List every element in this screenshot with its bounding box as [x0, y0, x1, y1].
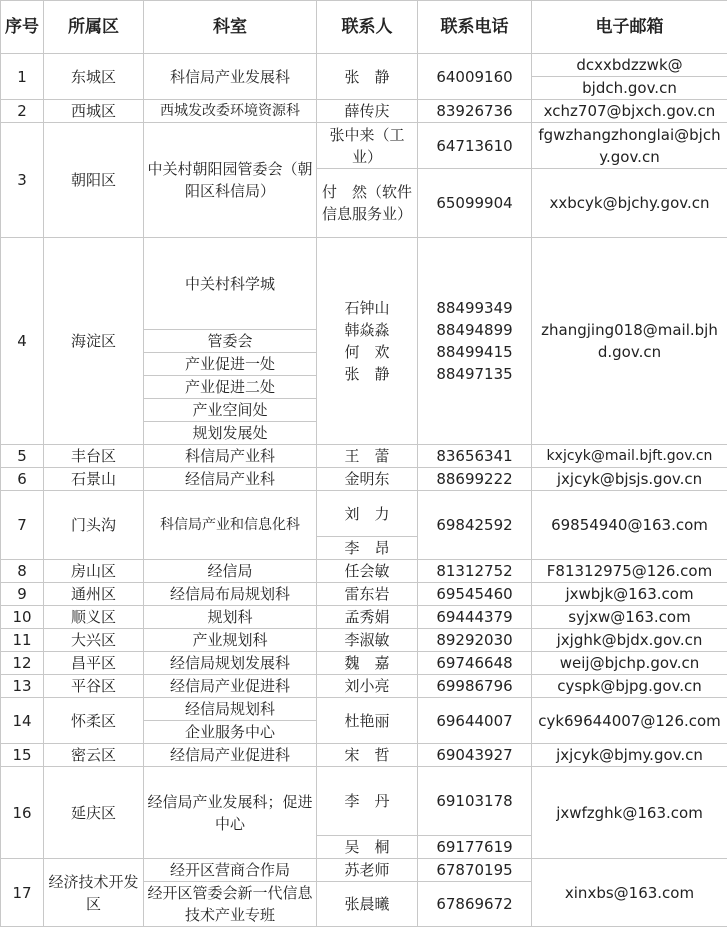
row-district: 大兴区: [44, 629, 144, 652]
row-dept: 中关村科学城: [144, 238, 317, 330]
row-district: 西城区: [44, 100, 144, 123]
header-no: 序号: [1, 1, 44, 54]
row-district: 昌平区: [44, 652, 144, 675]
row-no: 14: [1, 698, 44, 744]
row-phone: 69644007: [418, 698, 532, 744]
row-dept: 企业服务中心: [144, 721, 317, 744]
row-phone: 65099904: [418, 169, 532, 238]
row-no: 6: [1, 468, 44, 491]
row-dept: 管委会: [144, 330, 317, 353]
header-contact: 联系人: [317, 1, 418, 54]
row-phone: 83656341: [418, 445, 532, 468]
row-phone: 69103178: [418, 767, 532, 836]
table-row: [1, 744, 727, 767]
phone-item: 88497135: [421, 363, 528, 385]
table-row: [1, 54, 727, 77]
row-dept: 经信局产业促进科: [144, 675, 317, 698]
header-row: [1, 1, 727, 54]
row-dept: 经信局: [144, 560, 317, 583]
row-email[interactable]: 69854940@163.com: [532, 491, 727, 560]
row-phone: 69545460: [418, 583, 532, 606]
row-district: 房山区: [44, 560, 144, 583]
row-district: 朝阳区: [44, 123, 144, 238]
table-row: [1, 767, 727, 836]
row-email[interactable]: jxwfzghk@163.com: [532, 767, 727, 859]
row-no: 17: [1, 859, 44, 927]
row-phone: 69043927: [418, 744, 532, 767]
row-phone: 69444379: [418, 606, 532, 629]
row-email[interactable]: fgwzhangzhonglai@bjchy.gov.cn: [532, 123, 727, 169]
row-district: 经济技术开发区: [44, 859, 144, 927]
row-phone: 69842592: [418, 491, 532, 560]
contact-item: 韩焱淼: [320, 319, 414, 341]
row-contact: 李 丹: [317, 767, 418, 836]
row-no: 12: [1, 652, 44, 675]
row-email[interactable]: jxwbjk@163.com: [532, 583, 727, 606]
row-phone: 88699222: [418, 468, 532, 491]
row-no: 15: [1, 744, 44, 767]
row-dept: 产业规划科: [144, 629, 317, 652]
table-row: [1, 238, 727, 330]
row-email[interactable]: cyspk@bjpg.gov.cn: [532, 675, 727, 698]
row-email[interactable]: kxjcyk@mail.bjft.gov.cn: [532, 445, 727, 468]
table-row: [1, 583, 727, 606]
row-contacts: [317, 238, 418, 445]
row-dept: 规划科: [144, 606, 317, 629]
row-phones: [418, 238, 532, 445]
contact-item: 何 欢: [320, 341, 414, 363]
row-phone: 69986796: [418, 675, 532, 698]
row-contact: 孟秀娟: [317, 606, 418, 629]
table-row: [1, 859, 727, 882]
row-phone: 69177619: [418, 836, 532, 859]
row-dept: 经开区管委会新一代信息技术产业专班: [144, 882, 317, 927]
row-no: 3: [1, 123, 44, 238]
row-phone: 83926736: [418, 100, 532, 123]
row-dept: 经信局规划科: [144, 698, 317, 721]
row-email[interactable]: jxjghk@bjdx.gov.cn: [532, 629, 727, 652]
row-email[interactable]: F81312975@126.com: [532, 560, 727, 583]
row-district: 门头沟: [44, 491, 144, 560]
row-no: 13: [1, 675, 44, 698]
phone-item: 88494899: [421, 319, 528, 341]
row-district: 海淀区: [44, 238, 144, 445]
row-district: 平谷区: [44, 675, 144, 698]
row-district: 密云区: [44, 744, 144, 767]
header-dept: 科室: [144, 1, 317, 54]
row-contact: 付 然（软件信息服务业）: [317, 169, 418, 238]
row-email[interactable]: xinxbs@163.com: [532, 859, 727, 927]
row-dept: 经信局产业发展科；促进中心: [144, 767, 317, 859]
row-no: 7: [1, 491, 44, 560]
row-email[interactable]: jxjcyk@bjsjs.gov.cn: [532, 468, 727, 491]
row-dept: 中关村朝阳园管委会（朝阳区科信局）: [144, 123, 317, 238]
row-phone: 64009160: [418, 54, 532, 100]
row-contact: 吴 桐: [317, 836, 418, 859]
row-email[interactable]: xchz707@bjxch.gov.cn: [532, 100, 727, 123]
row-contact: 刘 力: [317, 491, 418, 537]
row-contact: 张 静: [317, 54, 418, 100]
row-no: 1: [1, 54, 44, 100]
row-contact: 魏 嘉: [317, 652, 418, 675]
table-row: [1, 698, 727, 721]
row-district: 延庆区: [44, 767, 144, 859]
header-district: 所属区: [44, 1, 144, 54]
row-dept: 产业空间处: [144, 399, 317, 422]
table-row: [1, 652, 727, 675]
row-district: 通州区: [44, 583, 144, 606]
row-dept: 经开区营商合作局: [144, 859, 317, 882]
row-contact: 宋 哲: [317, 744, 418, 767]
row-district: 怀柔区: [44, 698, 144, 744]
table-row: [1, 606, 727, 629]
row-email[interactable]: bjdch.gov.cn: [532, 77, 727, 100]
table-row: [1, 445, 727, 468]
header-phone: 联系电话: [418, 1, 532, 54]
row-email[interactable]: zhangjing018@mail.bjhd.gov.cn: [532, 238, 727, 445]
row-phone: 64713610: [418, 123, 532, 169]
row-contact: 张中来（工业）: [317, 123, 418, 169]
row-dept: 科信局产业和信息化科: [144, 491, 317, 560]
row-no: 8: [1, 560, 44, 583]
row-dept: 西城发改委环境资源科: [144, 100, 317, 123]
row-contact: 刘小亮: [317, 675, 418, 698]
row-email[interactable]: xxbcyk@bjchy.gov.cn: [532, 169, 727, 238]
row-no: 9: [1, 583, 44, 606]
row-phone: 89292030: [418, 629, 532, 652]
table-row: [1, 468, 727, 491]
row-dept: 科信局产业发展科: [144, 54, 317, 100]
row-dept: 经信局规划发展科: [144, 652, 317, 675]
row-district: 石景山: [44, 468, 144, 491]
phone-item: 88499415: [421, 341, 528, 363]
row-email[interactable]: dcxxbdzzwk@: [532, 54, 727, 77]
row-contact: 雷东岩: [317, 583, 418, 606]
row-phone: 67869672: [418, 882, 532, 927]
table-row: [1, 100, 727, 123]
row-email[interactable]: weij@bjchp.gov.cn: [532, 652, 727, 675]
table-row: [1, 629, 727, 652]
contact-item: 张 静: [320, 363, 414, 385]
row-dept: 科信局产业科: [144, 445, 317, 468]
row-no: 5: [1, 445, 44, 468]
table-row: [1, 560, 727, 583]
table-row: [1, 491, 727, 537]
row-no: 4: [1, 238, 44, 445]
row-contact: 金明东: [317, 468, 418, 491]
row-no: 11: [1, 629, 44, 652]
row-email[interactable]: jxjcyk@bjmy.gov.cn: [532, 744, 727, 767]
row-contact: 王 蕾: [317, 445, 418, 468]
row-dept: 经信局产业科: [144, 468, 317, 491]
row-contact: 张晨曦: [317, 882, 418, 927]
contact-item: 石钟山: [320, 297, 414, 319]
row-contact: 苏老师: [317, 859, 418, 882]
row-dept: 产业促进二处: [144, 376, 317, 399]
row-dept: 经信局布局规划科: [144, 583, 317, 606]
row-email[interactable]: cyk69644007@126.com: [532, 698, 727, 744]
row-contact: 李淑敏: [317, 629, 418, 652]
row-dept: 规划发展处: [144, 422, 317, 445]
row-contact: 薛传庆: [317, 100, 418, 123]
row-no: 2: [1, 100, 44, 123]
row-contact: 李 昂: [317, 537, 418, 560]
row-no: 10: [1, 606, 44, 629]
row-no: 16: [1, 767, 44, 859]
table-row: [1, 675, 727, 698]
row-district: 丰台区: [44, 445, 144, 468]
row-phone: 67870195: [418, 859, 532, 882]
header-email: 电子邮箱: [532, 1, 727, 54]
row-district: 东城区: [44, 54, 144, 100]
phone-item: 88499349: [421, 297, 528, 319]
row-phone: 69746648: [418, 652, 532, 675]
row-phone: 81312752: [418, 560, 532, 583]
table-row: [1, 123, 727, 169]
row-district: 顺义区: [44, 606, 144, 629]
row-email[interactable]: syjxw@163.com: [532, 606, 727, 629]
row-dept: 产业促进一处: [144, 353, 317, 376]
row-contact: 任会敏: [317, 560, 418, 583]
row-dept: 经信局产业促进科: [144, 744, 317, 767]
row-contact: 杜艳丽: [317, 698, 418, 744]
